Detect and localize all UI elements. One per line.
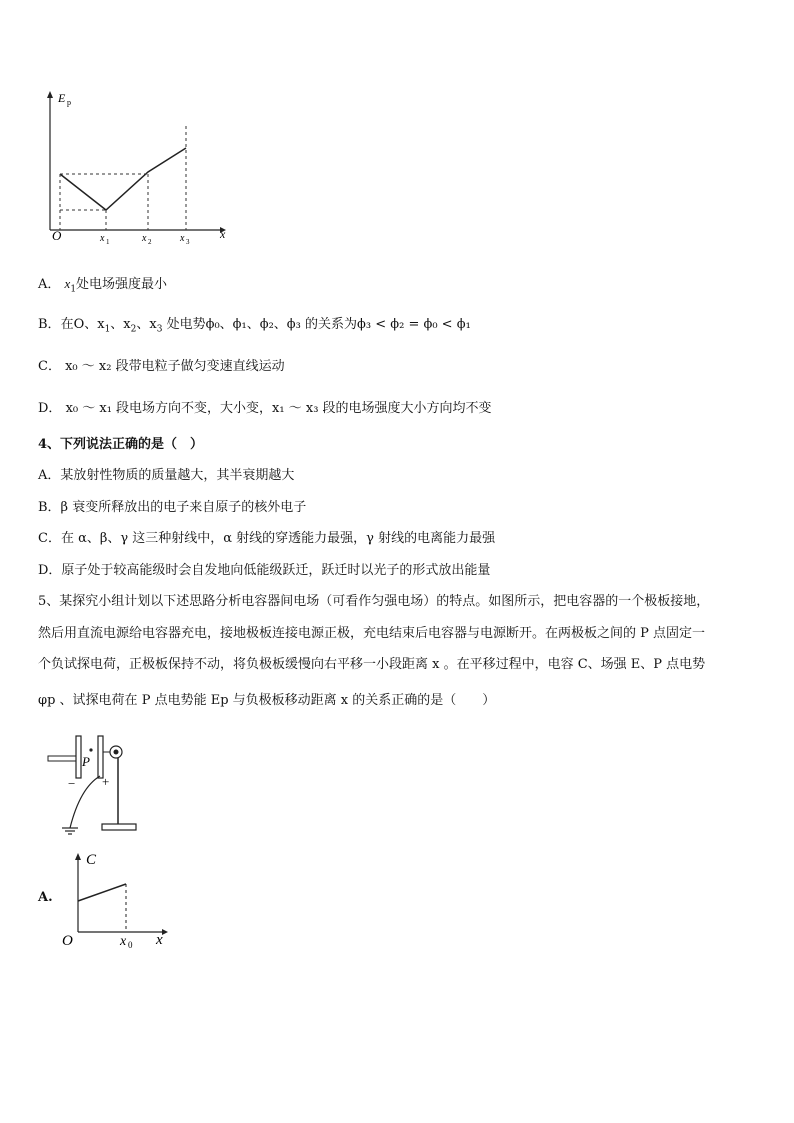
plus-sign: + xyxy=(102,774,110,789)
q3-option-b: B．在O、$x_1$、$x_2$、$x_3$ 处电势ϕ₀、ϕ₁、ϕ₂、ϕ₃ 的关系为ϕ₃ < ϕ₂ = ϕ₀ < ϕ₁ xyxy=(38,317,471,335)
tick-x3: x xyxy=(180,233,185,244)
capacitor-apparatus-figure xyxy=(40,728,150,838)
tick-x2: x xyxy=(142,233,147,244)
q3-option-a: A． $x_1$处电场强度最小 xyxy=(38,276,168,295)
option-a-graph xyxy=(58,848,173,948)
x0-sub: 0 xyxy=(128,940,133,948)
x-axis-label: x xyxy=(220,227,226,241)
origin-label: O xyxy=(52,228,62,243)
x0-label: x xyxy=(120,934,127,948)
tick-x3-sub: 3 xyxy=(186,238,190,246)
y-axis-sub: p xyxy=(67,98,71,107)
q5-line-4: φp 、试探电荷在 P 点电势能 Ep 与负极板移动距离 x 的关系正确的是（ ） xyxy=(38,693,496,708)
q5-line-2: 然后用直流电源给电容器充电，接地极板连接电源正极，充电结束后电容器与电源断开。在两极板之间的 P 点固定一 xyxy=(38,626,706,641)
q4-stem: 4、下列说法正确的是（ ） xyxy=(38,437,204,452)
origin-label-a: O xyxy=(62,933,73,948)
ep-x-graph xyxy=(40,88,230,248)
q5-line-1: 5、某探究小组计划以下述思路分析电容器间电场（可看作匀强电场）的特点。如图所示，把电容器的一个极板接地， xyxy=(38,594,710,609)
q4-option-b: B．β 衰变所释放出的电子来自原子的核外电子 xyxy=(38,500,307,515)
tick-x2-sub: 2 xyxy=(148,238,152,246)
x-axis-label-a: x xyxy=(156,932,163,948)
option-a-label: A. xyxy=(38,890,53,905)
c-axis-label: C xyxy=(86,852,97,868)
minus-sign: − xyxy=(68,776,76,791)
q4-option-c: C．在 α、β、γ 这三种射线中，α 射线的穿透能力最强，γ 射线的电离能力最强 xyxy=(38,531,496,546)
point-p-label: P xyxy=(82,754,90,769)
tick-x1: x xyxy=(100,233,105,244)
tick-x1-sub: 1 xyxy=(106,238,110,246)
q4-option-d: D．原子处于较高能级时会自发地向低能级跃迁，跃迁时以光子的形式放出能量 xyxy=(38,563,491,578)
q3-option-d: D． x₀ ～ x₁ 段电场方向不变，大小变，x₁ ～ x₃ 段的电场强度大小方向均不变 xyxy=(38,401,492,416)
q4-option-a: A．某放射性物质的质量越大，其半衰期越大 xyxy=(38,468,295,483)
q3-option-c: C． x₀ ～ x₂ 段带电粒子做匀变速直线运动 xyxy=(38,359,285,374)
q5-line-3: 个负试探电荷，正极板保持不动，将负极板缓慢向右平移一小段距离 x 。在平移过程中，电容 C、场强 E、P 点电势 xyxy=(38,657,706,672)
y-axis-label: E xyxy=(58,91,66,105)
